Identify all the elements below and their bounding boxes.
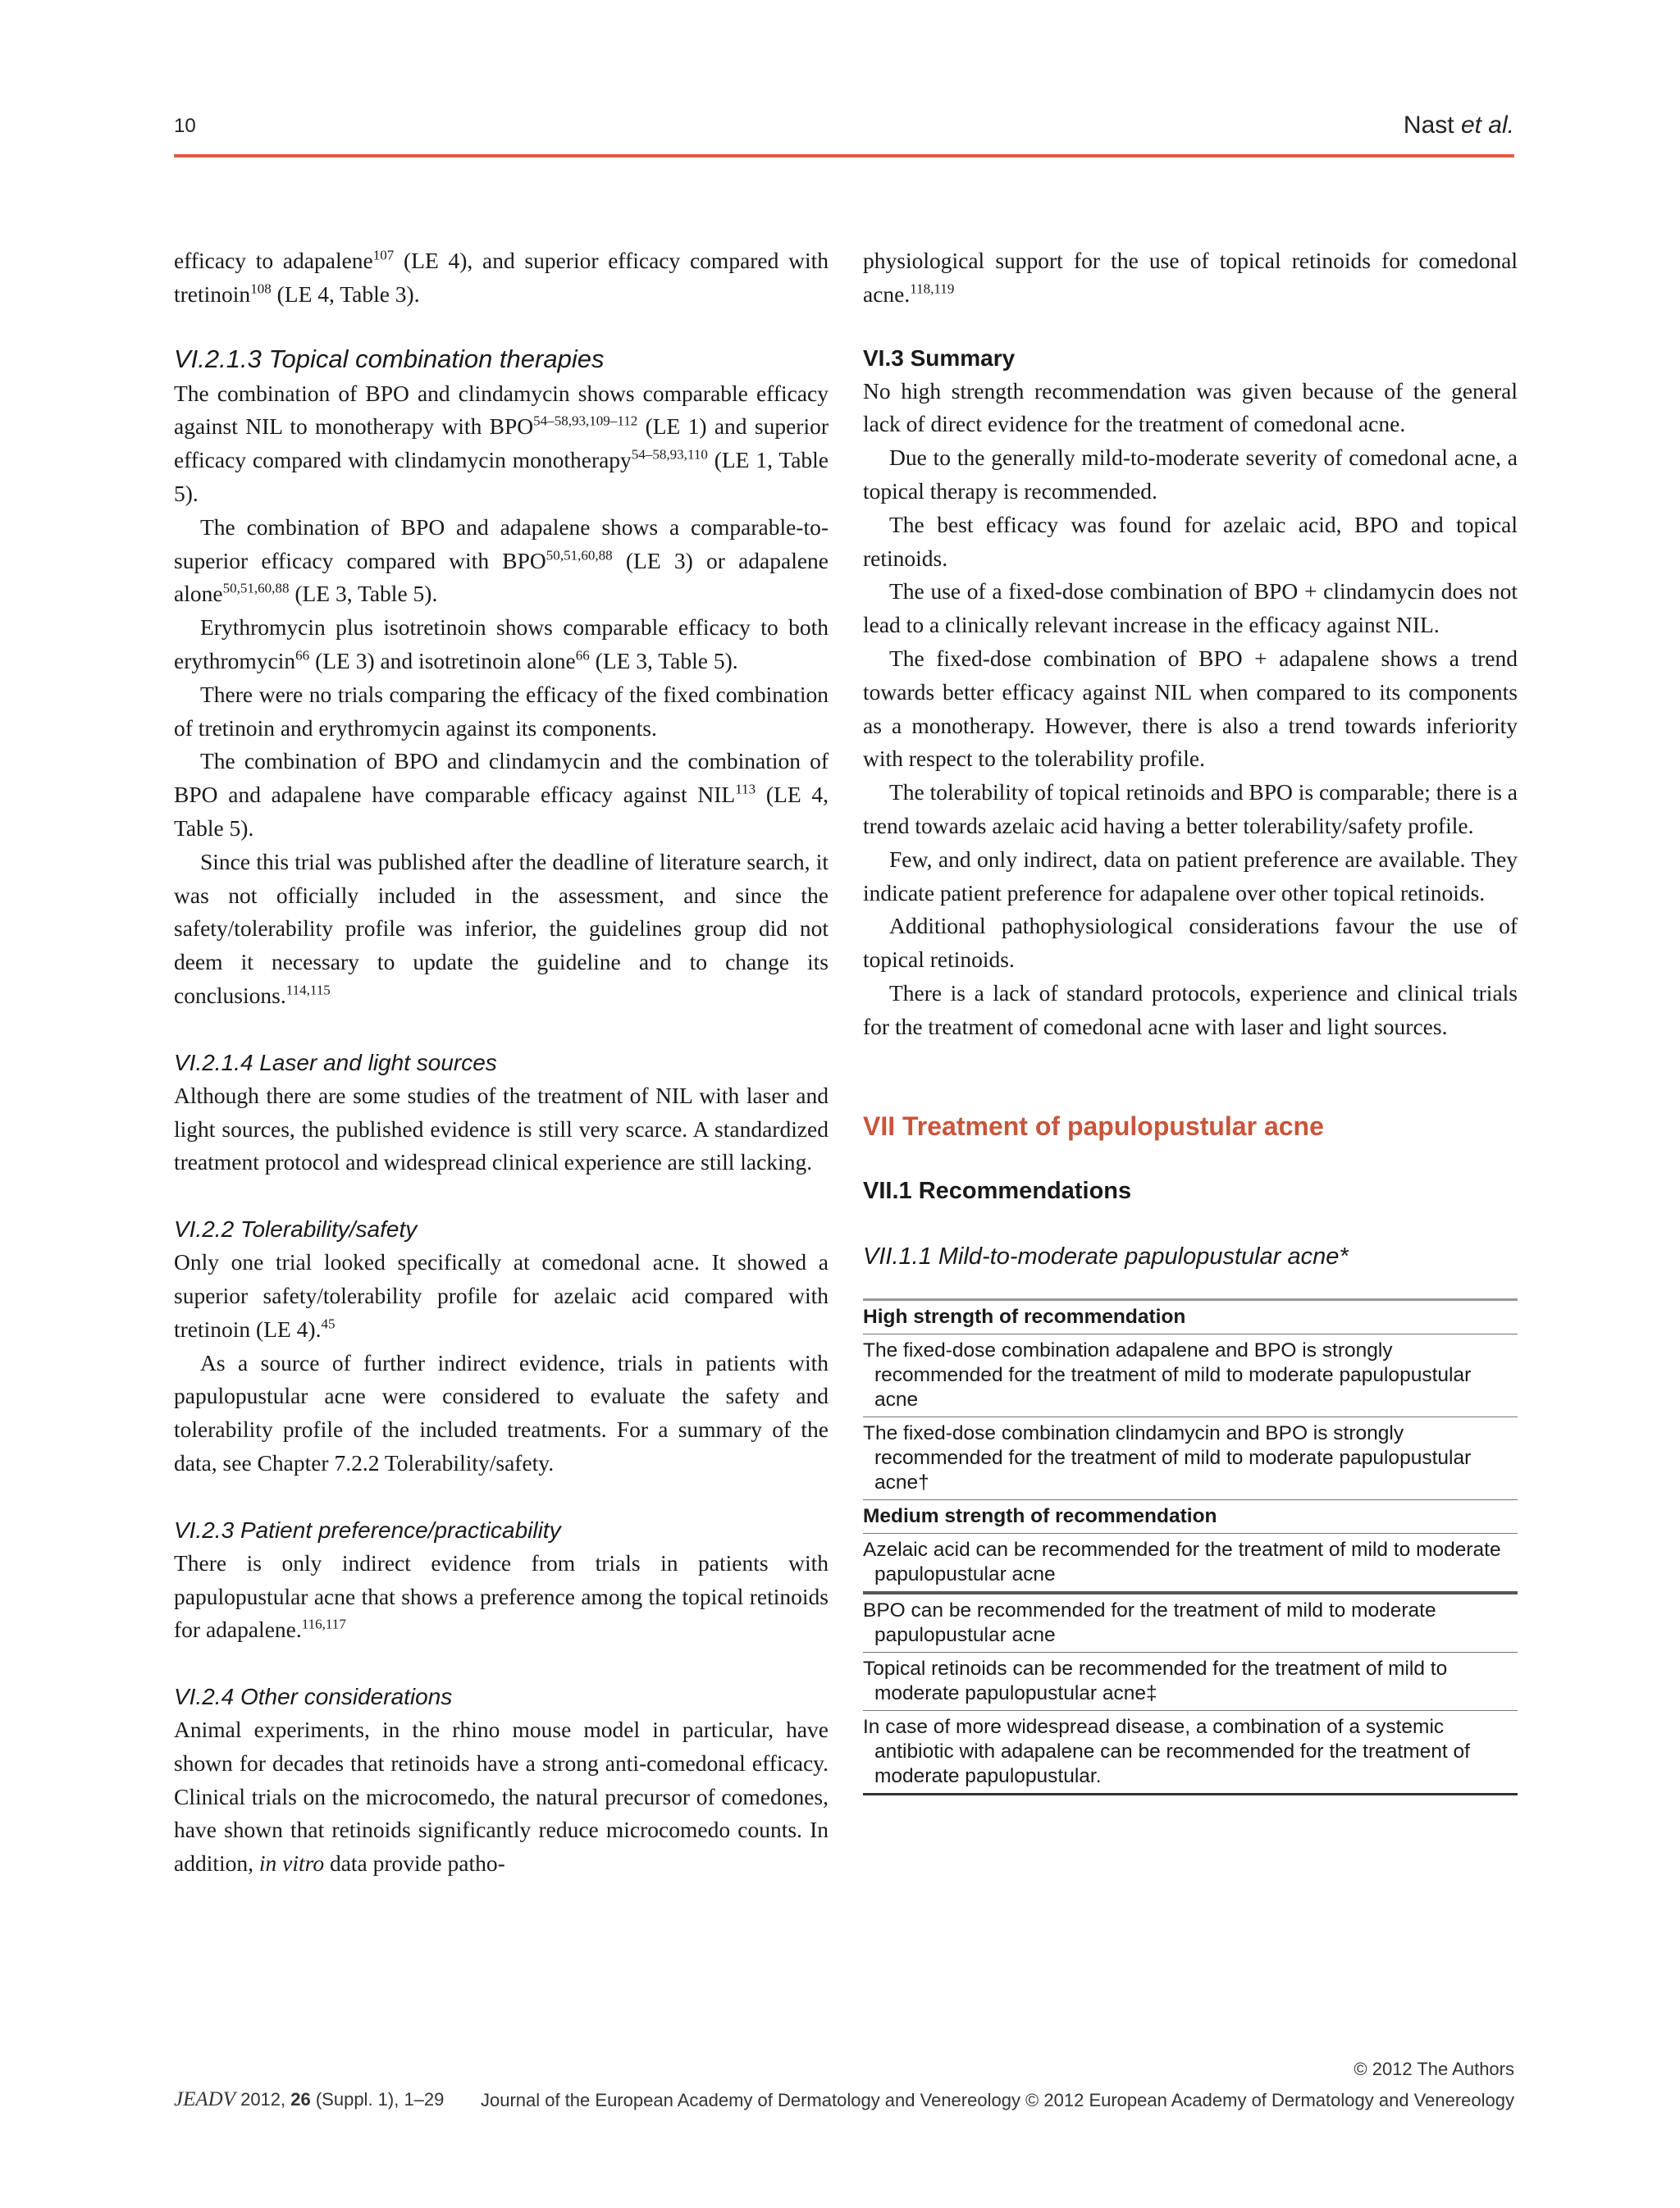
heading-laser-light: VI.2.1.4 Laser and light sources — [174, 1049, 497, 1075]
running-author — [1404, 112, 1514, 139]
heading-recommendations: VII.1 Recommendations — [863, 1177, 1132, 1204]
paragraph: Additional pathophysiological considerations favour the use of topical retinoids. — [863, 913, 1518, 973]
author-suffix: et al. — [1460, 112, 1514, 139]
footer-journal: Journal of the European Academy of Dermatology and Venereology © 2012 European Academy of Dermatology and Venereology — [480, 2090, 1514, 2110]
header-rule — [174, 154, 1514, 157]
footer-citation: JEADV 2012, 26 (Suppl. 1), 1–29 — [174, 2088, 445, 2110]
paragraph: There were no trials comparing the efficacy of the fixed combination of tretinoin and erythromycin against its components. — [174, 681, 829, 741]
paragraph: Animal experiments, in the rhino mouse model in particular, have shown for decades that retinoids have a strong anti-comedonal efficacy. Clinical trials on the microcomedo, the natural precursor of comedones, have shown that retinoids significantly reduce microcomedo counts. In addition, in vitro data provide patho- — [174, 1717, 829, 1877]
table-row — [863, 1334, 1518, 1416]
table-row — [863, 1416, 1518, 1499]
table-cell: BPO can be recommended for the treatment of mild to moderate papulopustular acne — [863, 1593, 1518, 1653]
heading-other-considerations: VI.2.4 Other considerations — [174, 1684, 453, 1710]
table-cell: The fixed-dose combination clindamycin and BPO is strongly recommended for the treatment of mild to moderate papulopustular acne† — [863, 1416, 1518, 1499]
paragraph: No high strength recommendation was given because of the general lack of direct evidence for the treatment of comedonal acne. — [863, 377, 1518, 437]
right-column — [863, 244, 1518, 1795]
heading-mild-moderate: VII.1.1 Mild-to-moderate papulopustular acne* — [863, 1243, 1349, 1270]
footer-copyright-authors: © 2012 The Authors — [1354, 2059, 1514, 2079]
paragraph: physiological support for the use of topical retinoids for comedonal acne.$^{118,119}$ — [863, 248, 1518, 307]
paragraph: The best efficacy was found for azelaic acid, BPO and topical retinoids. — [863, 511, 1518, 571]
paragraph: The fixed-dose combination of BPO + adapalene shows a trend towards better efficacy against NIL when compared to its components as a monotherapy. However, there is also a trend towards inferiority with respect to the tolerability profile. — [863, 645, 1518, 772]
paragraph: The combination of BPO and clindamycin shows comparable efficacy against NIL to monotherapy with BPO$^{54-58,93,109-112}$ (LE 1) and superior efficacy compared with clindamycin monotherapy$^{54-58,93,110}$ (LE 1, Table 5). — [174, 380, 829, 506]
paragraph: The tolerability of topical retinoids and BPO is comparable; there is a trend towards azelaic acid having a better tolerability/safety profile. — [863, 779, 1518, 838]
paragraph: Few, and only indirect, data on patient preference are available. They indicate patient preference for adapalene over other topical retinoids. — [863, 846, 1518, 906]
table-row — [863, 1710, 1518, 1794]
table-row — [863, 1533, 1518, 1593]
paragraph: The combination of BPO and adapalene shows a comparable-to-superior efficacy compared with BPO$^{50,51,60,88}$ (LE 3) or adapalene alone$^{50,51,60,88}$ (LE 3, Table 5). — [174, 513, 829, 607]
table-cell: The fixed-dose combination adapalene and BPO is strongly recommended for the treatment of mild to moderate papulopustular acne — [863, 1334, 1518, 1416]
recommendation-table — [863, 1298, 1518, 1795]
paragraph: efficacy to adapalene$^{107}$ (LE 4), and superior efficacy compared with tretinoin$^{108}$ (LE 4, Table 3). — [174, 247, 829, 307]
heading-summary: VI.3 Summary — [863, 344, 1016, 371]
paragraph: The combination of BPO and clindamycin and the combination of BPO and adapalene have comparable efficacy against NIL$^{113}$ (LE 4, Table 5). — [174, 748, 829, 841]
paragraph: There is a lack of standard protocols, experience and clinical trials for the treatment of comedonal acne with laser and light sources. — [863, 979, 1518, 1039]
author-name: Nast — [1403, 112, 1454, 139]
left-column — [174, 244, 829, 1881]
paragraph: Only one trial looked specifically at comedonal acne. It showed a superior safety/tolerability profile for azelaic acid compared with tretinoin (LE 4).$^{45}$ — [174, 1249, 829, 1342]
paragraph: As a source of further indirect evidence, trials in patients with papulopustular acne were considered to evaluate the safety and tolerability profile of the included treatments. For a summary of the data, see Chapter 7.2.2 Tolerability/safety. — [174, 1349, 829, 1476]
table-row — [863, 1593, 1518, 1653]
table-header-high: High strength of recommendation — [863, 1299, 1518, 1334]
table-cell: Topical retinoids can be recommended for the treatment of mild to moderate papulopustular acne‡ — [863, 1652, 1518, 1710]
paragraph: The use of a fixed-dose combination of BPO + clindamycin does not lead to a clinically relevant increase in the efficacy against NIL. — [863, 578, 1518, 638]
table-row — [863, 1299, 1518, 1334]
heading-combination-therapies: VI.2.1.3 Topical combination therapies — [174, 344, 605, 373]
paragraph: Due to the generally mild-to-moderate severity of comedonal acne, a topical therapy is recommended. — [863, 445, 1518, 504]
paragraph: Since this trial was published after the deadline of literature search, it was not officially included in the assessment, and since the safety/tolerability profile was inferior, the guidelines group did not deem it necessary to update the guideline and to change its conclusions.$^{114,115}$ — [174, 848, 829, 1008]
heading-tolerability: VI.2.2 Tolerability/safety — [174, 1216, 418, 1243]
section-heading-papulopustular: VII Treatment of papulopustular acne — [863, 1111, 1324, 1141]
table-header-medium: Medium strength of recommendation — [863, 1499, 1518, 1533]
paragraph: Although there are some studies of the treatment of NIL with laser and light sources, the published evidence is still very scarce. A standardized treatment protocol and widespread clinical experience are still lacking. — [174, 1082, 829, 1175]
heading-patient-preference: VI.2.3 Patient preference/practicability — [174, 1517, 561, 1543]
table-row — [863, 1652, 1518, 1710]
paragraph: Erythromycin plus isotretinoin shows comparable efficacy to both erythromycin$^{66}$ (LE 3) and isotretinoin alone$^{66}$ (LE 3, Table 5). — [174, 614, 829, 673]
page-number: 10 — [174, 115, 196, 137]
table-row — [863, 1499, 1518, 1533]
table-cell: Azelaic acid can be recommended for the treatment of mild to moderate papulopustular acne — [863, 1533, 1518, 1593]
paragraph: There is only indirect evidence from trials in patients with papulopustular acne that shows a preference among the topical retinoids for adapalene.$^{116,117}$ — [174, 1549, 829, 1643]
table-cell: In case of more widespread disease, a combination of a systemic antibiotic with adapalene can be recommended for the treatment of moderate papulopustular. — [863, 1710, 1518, 1794]
